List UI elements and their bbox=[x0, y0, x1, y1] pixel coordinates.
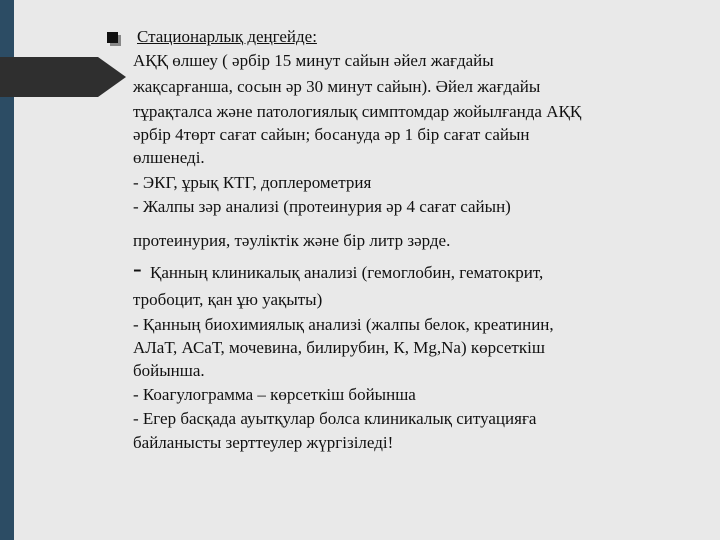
text-line: - Коагулограмма – көрсеткіш бойынша bbox=[133, 385, 416, 404]
text-line: тұрақталса және патологиялық симптомдар жойылғанда АҚҚ bbox=[133, 102, 582, 121]
text-line: АҚҚ өлшеу ( әрбір 15 минут сайын әйел жағдайы bbox=[133, 51, 494, 70]
text-line: жақсарғанша, сосын әр 30 минут сайын). Әйел жағдайы bbox=[133, 77, 541, 96]
text-line: Қанның клиникалық анализі (гемоглобин, гематокрит, bbox=[150, 263, 544, 282]
text-line: протеинурия, тәуліктік және бір литр зәрде. bbox=[133, 231, 451, 250]
text-line: - Қанның биохимиялық анализі (жалпы белок, креатинин, bbox=[133, 315, 554, 334]
checkbox-bullet-icon bbox=[107, 32, 121, 46]
section-heading: Стационарлық деңгейде: bbox=[137, 27, 317, 46]
text-line: - Егер басқада ауытқулар болса клиникалық ситуацияға bbox=[133, 409, 537, 428]
large-dash: - bbox=[133, 254, 142, 283]
text-line: - ЭКГ, ұрық КТГ, доплерометрия bbox=[133, 173, 372, 192]
text-line: АЛаТ, АСаТ, мочевина, билирубин, К, Mg,Na) көрсеткіш bbox=[133, 338, 545, 357]
text-line: - Жалпы зәр анализі (протеинурия әр 4 сағат сайын) bbox=[133, 197, 511, 216]
text-line: байланысты зерттеулер жүргізіледі! bbox=[133, 433, 394, 452]
text-line: өлшенеді. bbox=[133, 148, 205, 167]
text-line: әрбір 4төрт сағат сайын; босануда әр 1 бір сағат сайын bbox=[133, 125, 530, 144]
text-line: тробоцит, қан ұю уақыты) bbox=[133, 290, 323, 309]
text-line: бойынша. bbox=[133, 361, 205, 380]
arrow-decoration bbox=[0, 57, 126, 97]
